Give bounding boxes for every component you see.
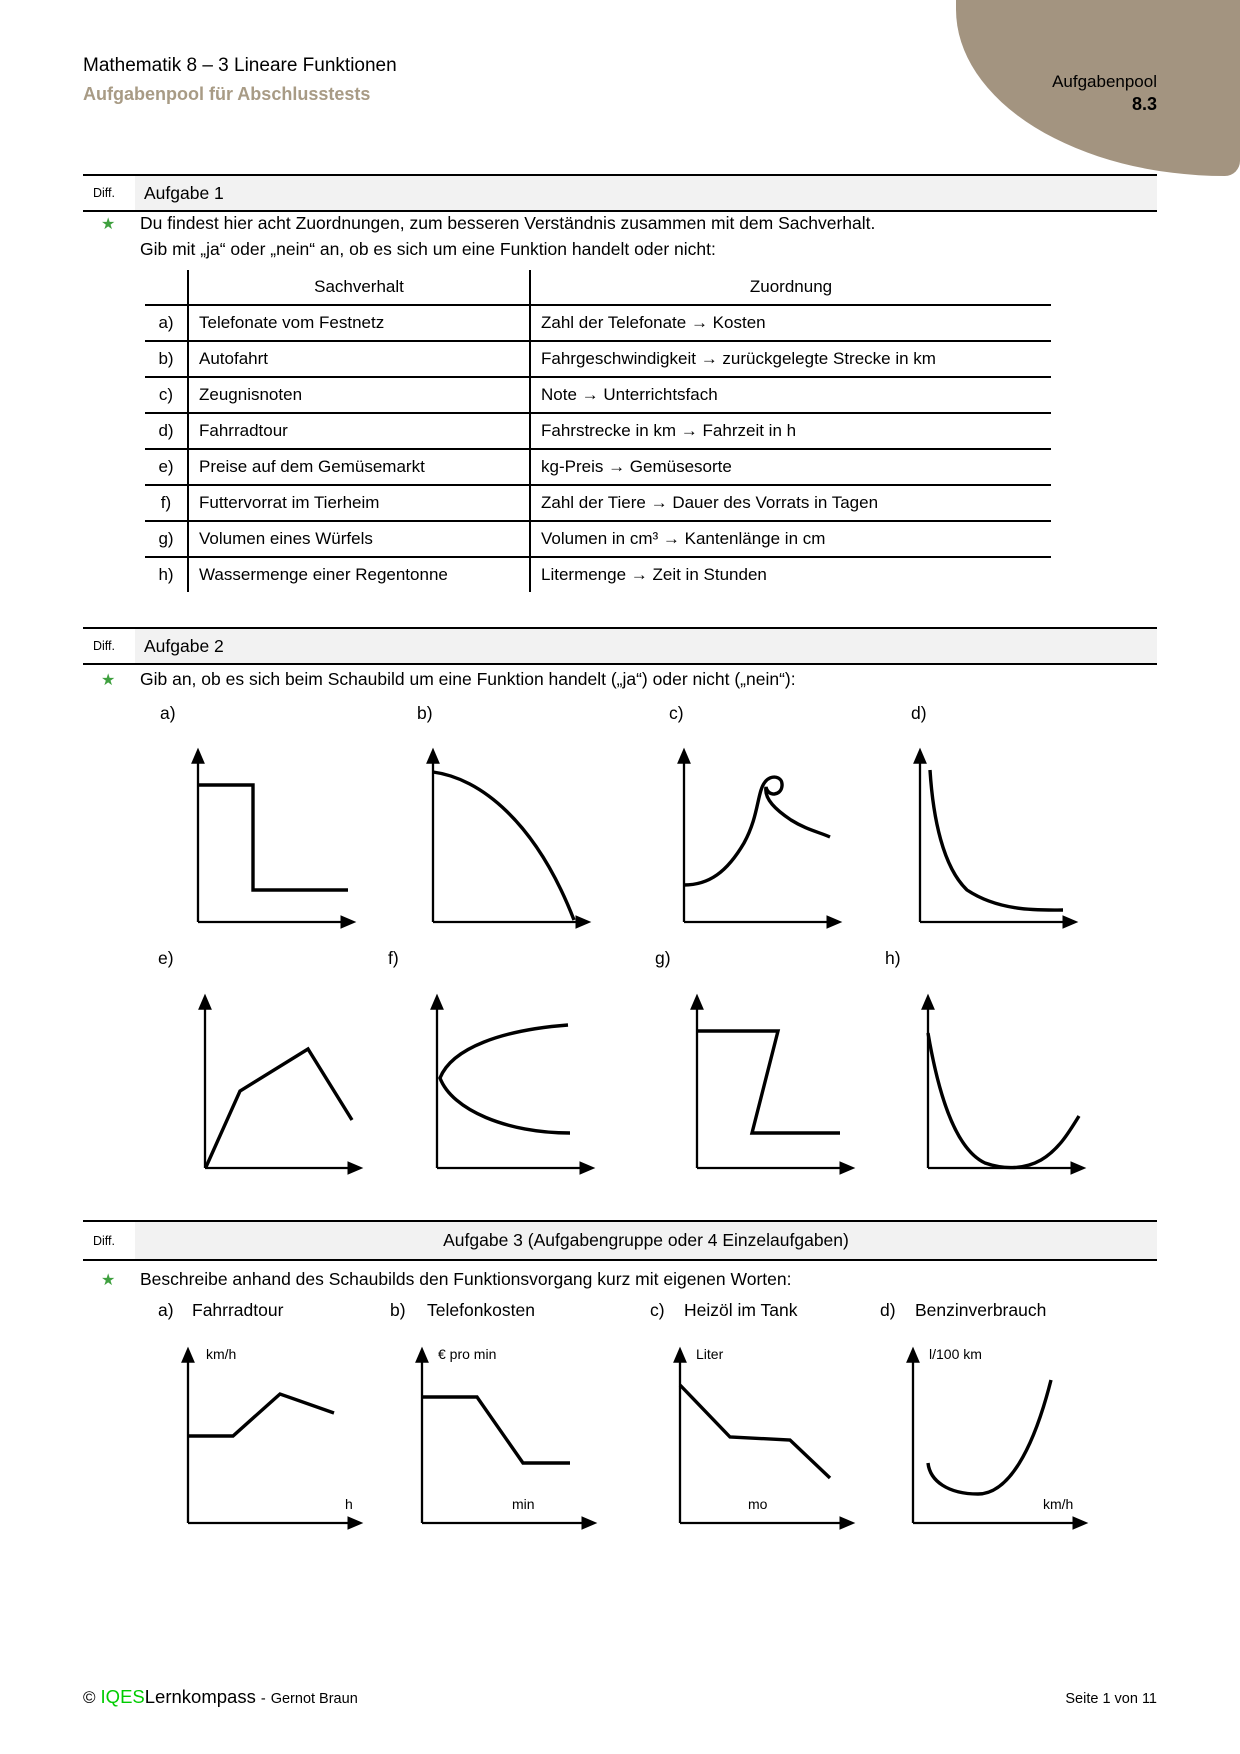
- graph-label-c: c): [669, 703, 684, 723]
- corner-badge: [1052, 70, 1157, 116]
- row-key: h): [145, 557, 188, 592]
- table-row: [145, 557, 1051, 592]
- row-zuordnung: Litermenge → Zeit in Stunden: [541, 565, 767, 584]
- table-row: [145, 413, 1051, 449]
- task1-header-bar: [83, 174, 1157, 212]
- task2-graph-a: [183, 740, 368, 940]
- corner-badge-label: Aufgabenpool: [1052, 72, 1157, 91]
- table-row: [145, 305, 1051, 341]
- task1-intro: [140, 210, 1090, 262]
- task1-title: Aufgabe 1: [135, 176, 1157, 210]
- table-row: [145, 449, 1051, 485]
- graph-label-e: e): [158, 948, 174, 968]
- task3-graph-a: [173, 1341, 373, 1541]
- row-sachverhalt: Autofahrt: [188, 341, 530, 377]
- task3-ylabel-d: l/100 km: [929, 1346, 982, 1362]
- task3-xlabel-b: min: [512, 1496, 535, 1512]
- task3-title: Aufgabe 3 (Aufgabengruppe oder 4 Einzelaufgaben): [135, 1222, 1157, 1259]
- corner-badge-number: 8.3: [1131, 94, 1157, 114]
- task3-label-c: c): [650, 1300, 665, 1320]
- task3-ylabel-b: € pro min: [438, 1346, 497, 1362]
- row-key: a): [145, 305, 188, 341]
- task3-title-b: Telefonkosten: [427, 1300, 535, 1320]
- row-sachverhalt: Telefonate vom Festnetz: [188, 305, 530, 341]
- task1-intro-line2: Gib mit „ja“ oder „nein“ an, ob es sich um eine Funktion handelt oder nicht:: [140, 239, 716, 259]
- document-subtitle: Aufgabenpool für Abschlusstests: [83, 84, 371, 104]
- task2-graph-b: [418, 740, 603, 940]
- row-key: c): [145, 377, 188, 413]
- task3-diff-label: Diff.: [83, 1222, 135, 1259]
- table-row: [145, 341, 1051, 377]
- table-header-zuordnung: Zuordnung: [530, 270, 1051, 305]
- row-key: g): [145, 521, 188, 557]
- task3-star-icon: ★: [101, 1272, 116, 1289]
- task3-label-b: b): [390, 1300, 406, 1320]
- row-sachverhalt: Futtervorrat im Tierheim: [188, 485, 530, 521]
- task3-label-a: a): [158, 1300, 174, 1320]
- row-key: d): [145, 413, 188, 449]
- footer-brand-lernkompass: Lernkompass: [144, 1686, 256, 1707]
- task2-graph-g: [682, 986, 867, 1186]
- footer-dash: -: [260, 1691, 266, 1707]
- task3-xlabel-d: km/h: [1043, 1496, 1074, 1512]
- task2-graph-e: [190, 986, 375, 1186]
- task2-graph-c: [669, 740, 854, 940]
- row-key: f): [145, 485, 188, 521]
- task2-graph-d: [905, 740, 1090, 940]
- row-zuordnung: Fahrstrecke in km → Fahrzeit in h: [530, 413, 1051, 449]
- row-key: b): [145, 341, 188, 377]
- task2-graph-f: [422, 986, 607, 1186]
- table-row: [145, 377, 1051, 413]
- footer-author: Gernot Braun: [270, 1691, 358, 1707]
- table-header-sachverhalt: Sachverhalt: [188, 270, 530, 305]
- task3-title-d: Benzinverbrauch: [915, 1300, 1047, 1320]
- task2-graph-h: [913, 986, 1098, 1186]
- graph-label-f: f): [388, 948, 399, 968]
- graph-label-a: a): [160, 703, 176, 723]
- task3-intro: Beschreibe anhand des Schaubilds den Funktionsvorgang kurz mit eigenen Worten:: [140, 1269, 792, 1289]
- page-number: Seite 1 von 11: [1065, 1691, 1157, 1707]
- task3-title-c: Heizöl im Tank: [684, 1300, 798, 1320]
- task3-xlabel-a: h: [345, 1496, 353, 1512]
- graph-label-h: h): [885, 948, 901, 968]
- task2-star-icon: ★: [101, 672, 116, 689]
- task1-diff-label: Diff.: [83, 176, 135, 210]
- table-row: [145, 485, 1051, 521]
- task2-header-bar: [83, 627, 1157, 665]
- task3-header-bar: [83, 1220, 1157, 1261]
- row-sachverhalt: Volumen eines Würfels: [188, 521, 530, 557]
- row-zuordnung: Zahl der Telefonate → Kosten: [530, 305, 1051, 341]
- row-sachverhalt: Preise auf dem Gemüsemarkt: [188, 449, 530, 485]
- task1-table: [145, 270, 1051, 592]
- row-zuordnung: Volumen in cm³ → Kantenlänge in cm: [530, 521, 1051, 557]
- copyright-icon: ©: [83, 1688, 96, 1707]
- row-sachverhalt: Zeugnisnoten: [188, 377, 530, 413]
- task1-intro-line1: Du findest hier acht Zuordnungen, zum besseren Verständnis zusammen mit dem Sachverhalt.: [140, 213, 876, 233]
- task2-diff-label: Diff.: [83, 629, 135, 663]
- footer-brand-iqes: IQES: [100, 1686, 145, 1707]
- graph-label-g: g): [655, 948, 671, 968]
- task3-xlabel-c: mo: [748, 1496, 768, 1512]
- graph-label-d: d): [911, 703, 927, 723]
- task3-ylabel-c: Liter: [696, 1346, 724, 1362]
- task3-title-a: Fahrradtour: [192, 1300, 284, 1320]
- task2-title: Aufgabe 2: [135, 629, 1157, 663]
- row-sachverhalt: Fahrradtour: [188, 413, 530, 449]
- document-title: Mathematik 8 – 3 Lineare Funktionen: [83, 55, 397, 76]
- table-header-row: [145, 270, 1051, 305]
- table-row: [145, 521, 1051, 557]
- task1-star-icon: ★: [101, 216, 116, 233]
- row-zuordnung: kg-Preis → Gemüsesorte: [530, 449, 1051, 485]
- task3-graph-b: [407, 1341, 607, 1541]
- task2-intro: Gib an, ob es sich beim Schaubild um eine Funktion handelt („ja“) oder nicht („nein“):: [140, 669, 796, 689]
- table-header-empty: [145, 270, 188, 305]
- footer-credit: [83, 1686, 358, 1708]
- task3-label-d: d): [880, 1300, 896, 1320]
- row-zuordnung: Zahl der Tiere → Dauer des Vorrats in Tagen: [530, 485, 1051, 521]
- row-zuordnung: Note → Unterrichtsfach: [530, 377, 1051, 413]
- task3-ylabel-a: km/h: [206, 1346, 237, 1362]
- row-key: e): [145, 449, 188, 485]
- graph-label-b: b): [417, 703, 433, 723]
- row-sachverhalt: Wassermenge einer Regentonne: [188, 557, 530, 592]
- row-zuordnung: Fahrgeschwindigkeit → zurückgelegte Strecke in km: [530, 341, 1051, 377]
